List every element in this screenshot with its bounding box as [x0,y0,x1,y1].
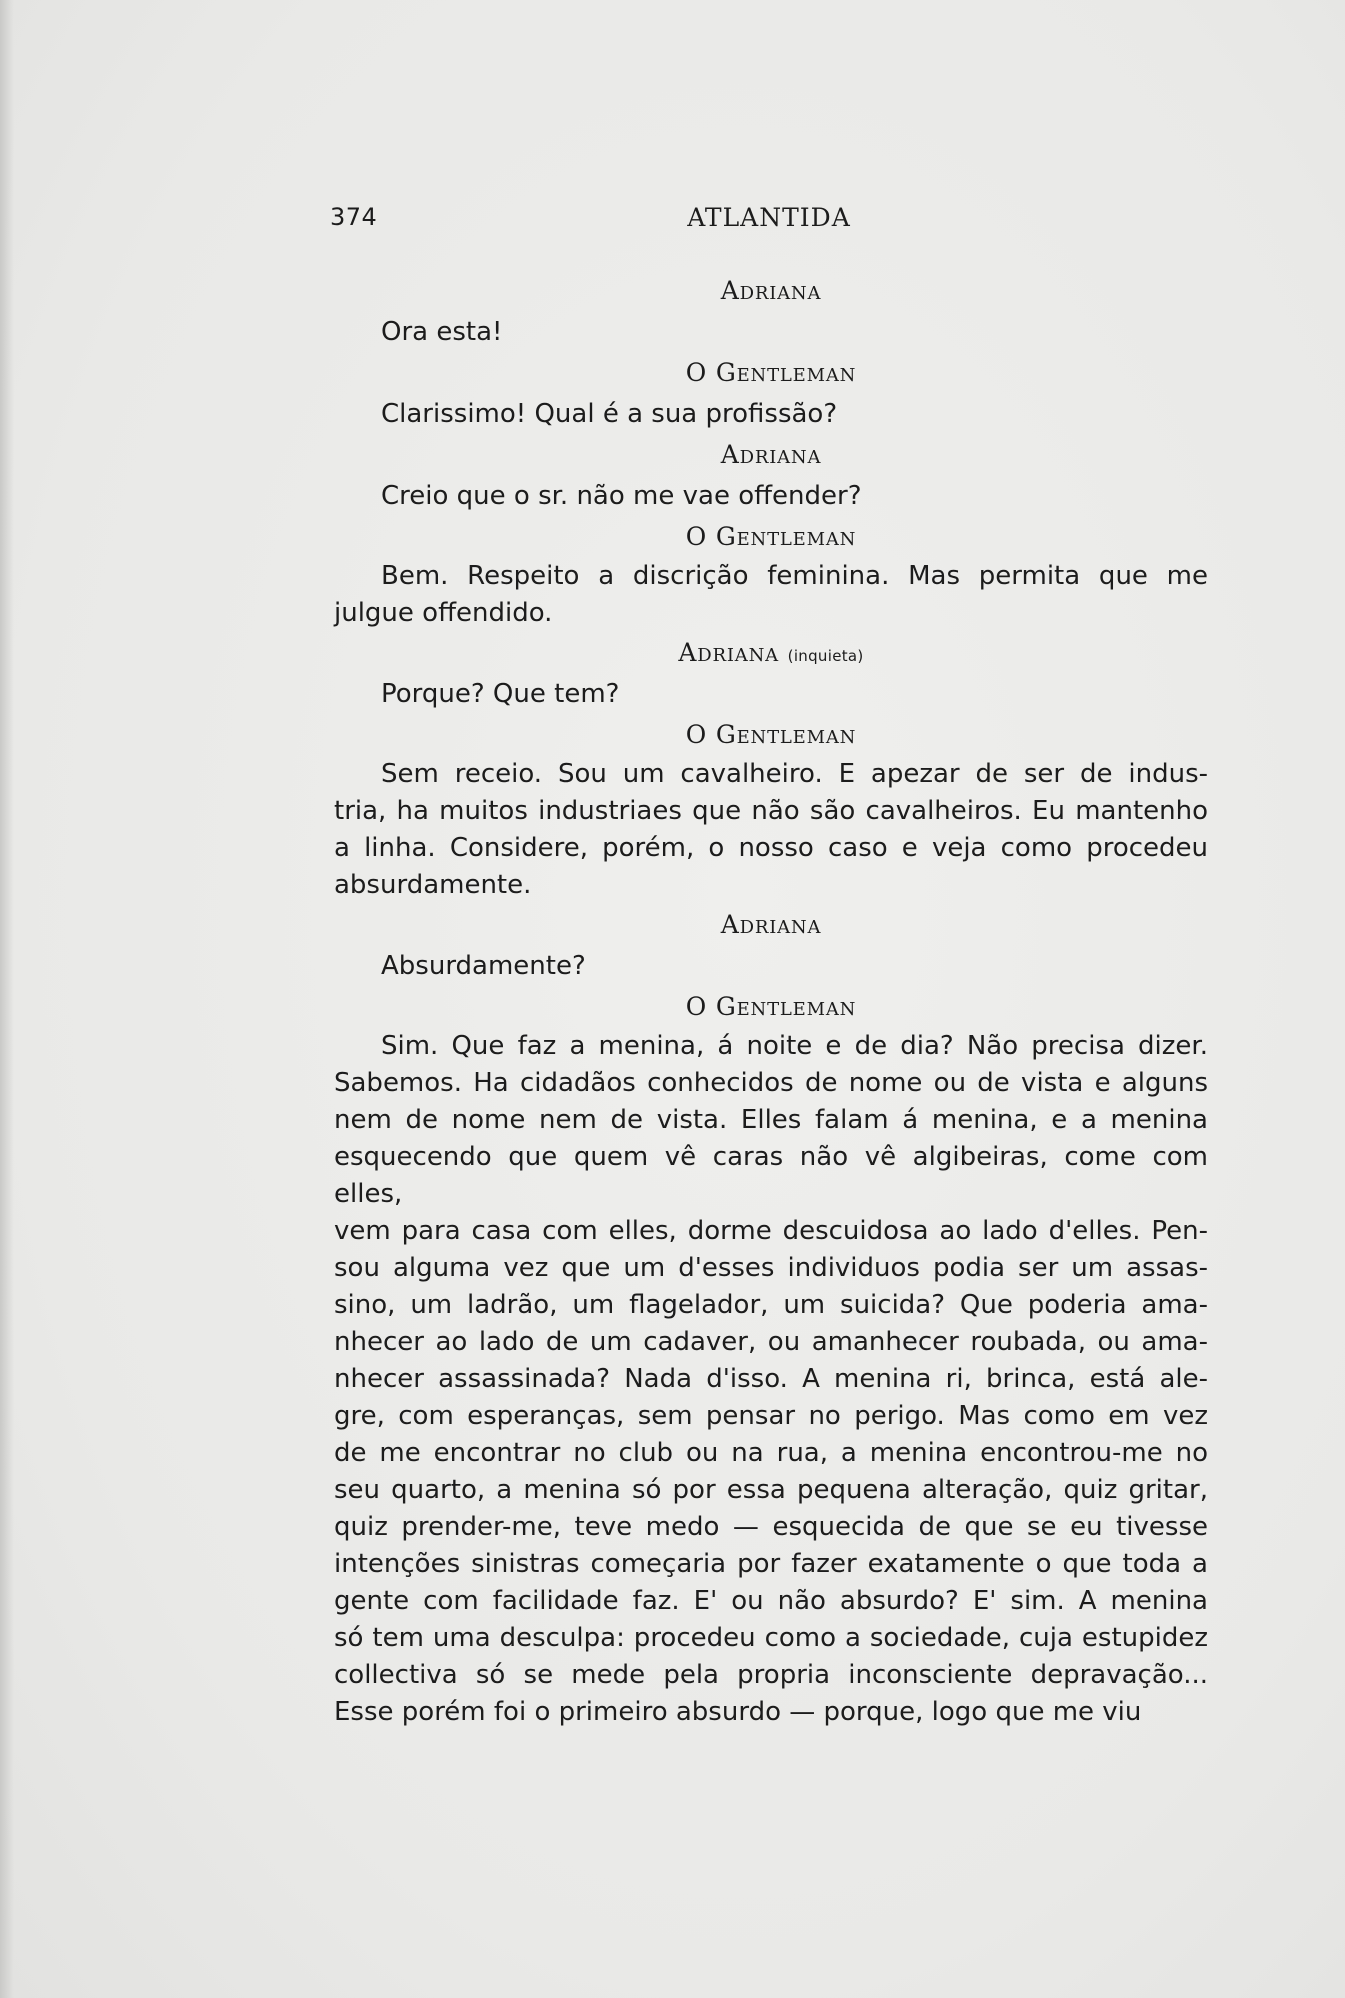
speaker-heading [334,714,1208,756]
speaker-name: Adriana [678,638,779,667]
speaker-name: O Gentleman [685,358,857,387]
text-line: sino, um ladrão, um flagelador, um suicida? Que poderia ama- [334,1290,1208,1320]
running-title: ATLANTIDA [687,203,851,232]
speaker-heading [334,270,1208,312]
text-line: sou alguma vez que um d'esses individuos podia ser um assas- [334,1253,1208,1283]
text-line: Esse porém foi o primeiro absurdo — porque, logo que me viu [334,1697,1142,1727]
text-line: Ora esta! [381,317,503,347]
text-line: a linha. Considere, porém, o nosso caso e veja como procedeu [334,833,1208,863]
speaker-name: O Gentleman [685,522,857,551]
page-edge-shadow [0,0,14,1998]
text-line: Bem. Respeito a discrição feminina. Mas permita que me [381,561,1208,591]
speaker-name: O Gentleman [685,720,857,749]
text-line: Sem receio. Sou um cavalheiro. E apezar de ser de indus- [381,759,1208,789]
speech-paragraph [334,756,1208,904]
speaker-name: Adriana [720,910,822,939]
speaker-heading [334,516,1208,558]
text-line: nhecer assassinada? Nada d'isso. A menina ri, brinca, está ale- [334,1364,1208,1394]
text-line: vem para casa com elles, dorme descuidosa ao lado d'elles. Pen- [334,1216,1208,1246]
text-line: gre, com esperanças, sem pensar no perigo. Mas como em vez [334,1401,1208,1431]
page-header [330,203,1208,239]
text-line: Sim. Que faz a menina, á noite e de dia? Não precisa dizer. [381,1031,1208,1061]
speaker-name: O Gentleman [685,992,857,1021]
text-line: seu quarto, a menina só por essa pequena alteração, quiz gritar, [334,1475,1208,1505]
speech-paragraph [381,476,1208,516]
stage-direction: (inquieta) [787,647,864,665]
speech-paragraph [334,558,1208,632]
speaker-heading [334,352,1208,394]
text-line: de me encontrar no club ou na rua, a menina encontrou-me no [334,1438,1208,1468]
speaker-heading [334,986,1208,1028]
speech-paragraph [381,674,1208,714]
text-line: Absurdamente? [381,951,586,981]
text-line: nhecer ao lado de um cadaver, ou amanhecer roubada, ou ama- [334,1327,1208,1357]
speech-paragraph [381,946,1208,986]
speaker-heading [334,434,1208,476]
text-line: nem de nome nem de vista. Elles falam á menina, e a menina [334,1105,1208,1135]
speech-paragraph [381,312,1208,352]
text-line: julgue offendido. [334,598,553,628]
speech-paragraph [334,1028,1208,1731]
text-line: intenções sinistras começaria por fazer exatamente o que toda a [334,1549,1208,1579]
text-line: Porque? Que tem? [381,679,620,709]
text-line: quiz prender-me, teve medo — esquecida de que se eu tivesse [334,1512,1208,1542]
text-line: só tem uma desculpa: procedeu como a sociedade, cuja estupidez [334,1623,1208,1653]
text-line: tria, ha muitos industriaes que não são cavalheiros. Eu mantenho [334,796,1208,826]
speaker-name: Adriana [720,276,822,305]
text-line: Clarissimo! Qual é a sua profissão? [381,399,838,429]
text-line: absurdamente. [334,870,532,900]
dialogue-text [334,270,1208,1731]
text-line: esquecendo que quem vê caras não vê algibeiras, come com elles, [334,1142,1208,1209]
page-number: 374 [330,203,378,231]
text-line: gente com facilidade faz. E' ou não absurdo? E' sim. A menina [334,1586,1208,1616]
text-line: collectiva só se mede pela propria inconsciente depravação... [334,1660,1208,1690]
speaker-heading [334,904,1208,946]
text-line: Creio que o sr. não me vae offender? [381,481,862,511]
speaker-name: Adriana [720,440,822,469]
speaker-heading [334,632,1208,674]
speech-paragraph [381,394,1208,434]
text-line: Sabemos. Ha cidadãos conhecidos de nome ou de vista e alguns [334,1068,1208,1098]
